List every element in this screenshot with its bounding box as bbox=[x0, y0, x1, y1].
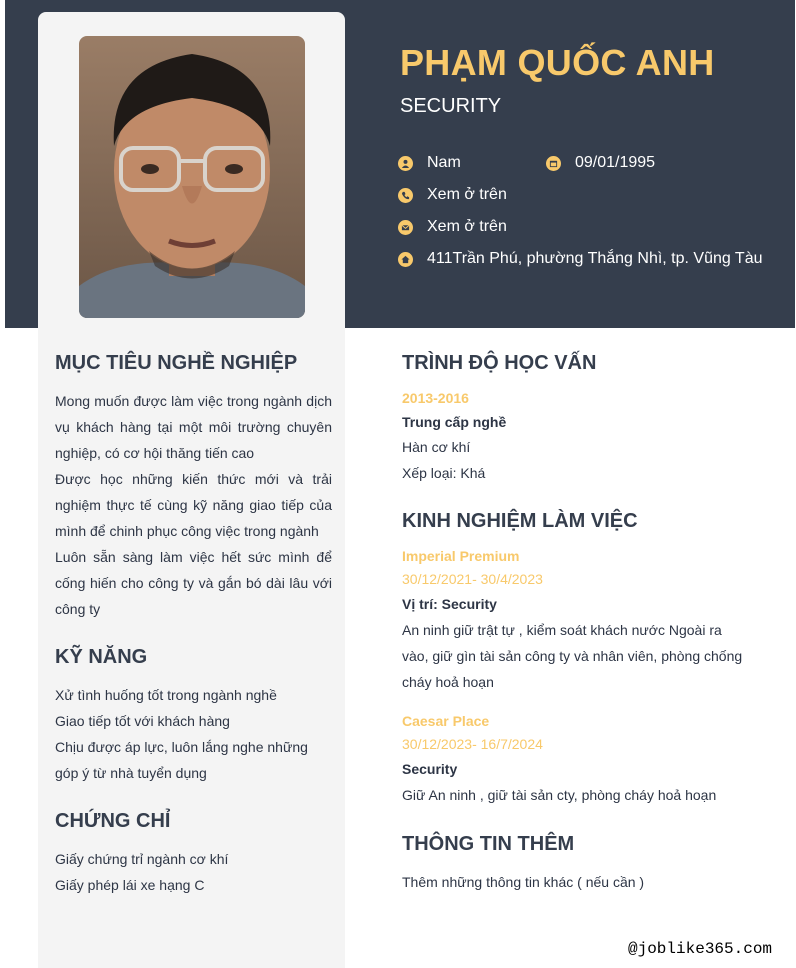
objective-paragraph: Luôn sẵn sàng làm việc hết sức mình để cống hiến cho công ty và gắn bó dài lâu với công ty bbox=[55, 549, 332, 617]
watermark: @joblike365.com bbox=[628, 940, 773, 958]
birthdate-row bbox=[546, 154, 655, 172]
skills-title: KỸ NĂNG bbox=[55, 646, 148, 668]
education-grade: Xếp loại: Khá bbox=[402, 465, 486, 481]
objective-paragraph: Mong muốn được làm việc trong ngành dịch vụ khách hàng tại một môi trường chuyên nghiệp, có cơ hội thăng tiến cao bbox=[55, 393, 332, 461]
objective-paragraph: Được học những kiến thức mới và trải nghiệm thực tế cùng kỹ năng giao tiếp của mình để chinh phục công việc trong ngành bbox=[55, 471, 332, 539]
education-major: Hàn cơ khí bbox=[402, 439, 471, 455]
phone-value: Xem ở trên bbox=[427, 186, 507, 203]
experience-job bbox=[402, 545, 752, 695]
certificates-title: CHỨNG CHỈ bbox=[55, 810, 171, 832]
home-icon bbox=[398, 252, 413, 267]
job-period: 30/12/2023- 16/7/2024 bbox=[402, 736, 543, 752]
gender-row bbox=[398, 154, 461, 172]
skills-list bbox=[55, 682, 332, 786]
education-degree: Trung cấp nghề bbox=[402, 414, 507, 430]
job-title: SECURITY bbox=[400, 95, 502, 117]
certificates-list bbox=[55, 846, 332, 898]
education-entry bbox=[402, 386, 752, 486]
certificate-item: Giấy phép lái xe hạng C bbox=[55, 877, 205, 893]
job-period: 30/12/2021- 30/4/2023 bbox=[402, 571, 543, 587]
profile-photo bbox=[79, 36, 305, 318]
candidate-name: PHẠM QUỐC ANH bbox=[400, 42, 715, 83]
address-row bbox=[398, 250, 763, 268]
job-position: Security bbox=[402, 761, 458, 777]
certificate-item: Giấy chứng trỉ ngành cơ khí bbox=[55, 851, 229, 867]
email-value: Xem ở trên bbox=[427, 218, 507, 235]
envelope-icon bbox=[398, 220, 413, 235]
skill-item: Xử tình huống tốt trong ngành nghề bbox=[55, 687, 277, 703]
education-title: TRÌNH ĐỘ HỌC VẤN bbox=[402, 352, 597, 374]
birthdate-value: 09/01/1995 bbox=[575, 154, 656, 171]
phone-icon bbox=[398, 188, 413, 203]
experience-job bbox=[402, 710, 752, 808]
job-description: An ninh giữ trật tự , kiểm soát khách nước Ngoài ra vào, giữ gìn tài sản công ty và nhân viên, phòng chống cháy hoả hoạn bbox=[402, 622, 743, 690]
job-position: Vị trí: Security bbox=[402, 596, 497, 612]
job-description: Giữ An ninh , giữ tài sản cty, phòng cháy hoả hoạn bbox=[402, 787, 717, 803]
job-company: Imperial Premium bbox=[402, 548, 520, 564]
education-period: 2013-2016 bbox=[402, 390, 469, 406]
job-company: Caesar Place bbox=[402, 713, 490, 729]
email-row bbox=[398, 218, 507, 236]
objective-title: MỤC TIÊU NGHỀ NGHIỆP bbox=[55, 352, 298, 374]
extra-info-text: Thêm những thông tin khác ( nếu cần ) bbox=[402, 874, 645, 890]
extra-info-title: THÔNG TIN THÊM bbox=[402, 833, 575, 855]
objective-text bbox=[55, 388, 332, 622]
skill-item: Giao tiếp tốt với khách hàng bbox=[55, 713, 230, 729]
address-value: 411Trần Phú, phường Thắng Nhì, tp. Vũng Tàu bbox=[427, 250, 763, 267]
user-icon bbox=[398, 156, 413, 171]
phone-row bbox=[398, 186, 507, 204]
experience-title: KINH NGHIỆM LÀM VIỆC bbox=[402, 510, 638, 532]
calendar-icon bbox=[546, 156, 561, 171]
skill-item: Chịu được áp lực, luôn lắng nghe những góp ý từ nhà tuyển dụng bbox=[55, 739, 308, 781]
gender-value: Nam bbox=[427, 154, 461, 171]
